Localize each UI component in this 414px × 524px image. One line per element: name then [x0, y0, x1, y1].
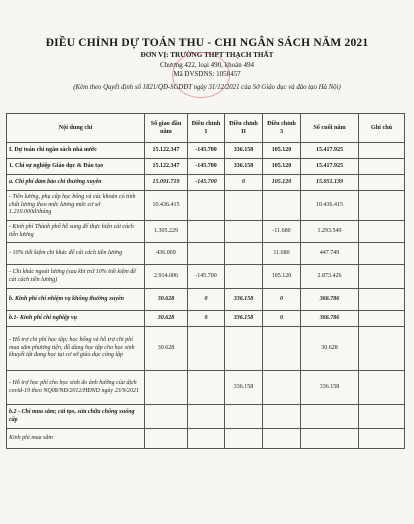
row-value: 105.120	[263, 175, 301, 191]
table-header-row	[7, 114, 405, 143]
row-value: 11.680	[263, 243, 301, 265]
chapter-line: Chương 422, loại 490, khoản 494	[159, 61, 255, 69]
row-description: Kinh phí mua sắm	[7, 429, 145, 449]
row-value	[188, 243, 225, 265]
row-value	[359, 175, 405, 191]
row-value: -11.680	[263, 221, 301, 243]
column-header: Điều chỉnh 3	[263, 114, 301, 143]
official-stamp	[172, 52, 230, 98]
column-header: Nội dung chi	[7, 114, 145, 143]
row-value	[145, 429, 188, 449]
row-value	[188, 371, 225, 405]
row-description: a. Chi phí đảm bảo chi thường xuyên	[7, 175, 145, 191]
row-value: 30.628	[145, 289, 188, 311]
row-value	[145, 371, 188, 405]
row-value: 436.069	[145, 243, 188, 265]
table-row	[7, 191, 405, 221]
row-value	[359, 191, 405, 221]
row-value: 30.628	[145, 327, 188, 371]
row-value: 15.122.347	[145, 159, 188, 175]
row-description: b.1- Kinh phí chi nghiệp vụ	[7, 311, 145, 327]
row-value: 30.628	[145, 311, 188, 327]
row-value: 105.120	[263, 143, 301, 159]
row-value	[301, 405, 359, 429]
budget-code: Mã ĐVSDNS: 1058457	[173, 70, 241, 78]
row-value	[359, 243, 405, 265]
row-value	[145, 405, 188, 429]
row-value	[225, 265, 263, 289]
row-value: -145.700	[188, 175, 225, 191]
document-title: ĐIỀU CHỈNH DỰ TOÁN THU - CHI NGÂN SÁCH NĂM 2021	[45, 37, 369, 49]
row-value	[188, 405, 225, 429]
row-value: -145.700	[188, 265, 225, 289]
row-description: b.2 - Chi mua sắm; cải tạo, sửa chữa chống xuống cấp	[7, 405, 145, 429]
row-description: 1. Chi sự nghiệp Giáo dục & Đào tạo	[7, 159, 145, 175]
row-value: 1.305.229	[145, 221, 188, 243]
row-value	[359, 311, 405, 327]
unit-name: ĐƠN VỊ: TRƯỜNG THPT THẠCH THẤT	[140, 51, 274, 59]
row-value: 15.122.347	[145, 143, 188, 159]
row-value	[225, 221, 263, 243]
row-description: - Hỗ trợ học phí cho học sinh do ảnh hưởng của dịch covid-19 theo NQ08/NĐ/2012/HĐND ngày 23/9/2021	[7, 371, 145, 405]
row-description: - Kinh phí Thành phố hỗ sung để thực hiện cải cách tiền lương	[7, 221, 145, 243]
table-row	[7, 289, 405, 311]
row-value: 30.628	[301, 327, 359, 371]
row-value	[359, 143, 405, 159]
row-value	[263, 429, 301, 449]
row-description: b. Kinh phí chi nhiệm vụ không thường xuyên	[7, 289, 145, 311]
row-value	[359, 429, 405, 449]
row-value: 10.436.415	[145, 191, 188, 221]
row-value	[359, 371, 405, 405]
row-value: 336.158	[301, 371, 359, 405]
row-value: 0	[188, 311, 225, 327]
row-value: 366.786	[301, 311, 359, 327]
row-description: - Chi khác ngoài lương (sau khi trừ 10% tiết kiệm để cải cách tiền lương)	[7, 265, 145, 289]
row-value	[225, 243, 263, 265]
row-value: 336.158	[225, 159, 263, 175]
row-value: 15.051.139	[301, 175, 359, 191]
row-value	[359, 221, 405, 243]
row-value: 2.914.006	[145, 265, 188, 289]
column-header: Số giao đầu năm	[145, 114, 188, 143]
row-value	[301, 429, 359, 449]
table-row	[7, 405, 405, 429]
row-value	[188, 221, 225, 243]
column-header: Ghi chú	[359, 114, 405, 143]
row-value	[263, 371, 301, 405]
row-description: I. Dự toán chi ngân sách nhà nước	[7, 143, 145, 159]
row-value	[225, 405, 263, 429]
row-value: 10.436.415	[301, 191, 359, 221]
table-row	[7, 265, 405, 289]
table-row	[7, 175, 405, 191]
row-value	[263, 191, 301, 221]
row-value	[188, 429, 225, 449]
row-value	[359, 327, 405, 371]
table-row	[7, 221, 405, 243]
row-value: 447.749	[301, 243, 359, 265]
row-value: 0	[188, 289, 225, 311]
row-value	[359, 265, 405, 289]
row-value	[188, 191, 225, 221]
row-value	[263, 327, 301, 371]
row-value: 366.786	[301, 289, 359, 311]
row-value: 15.417.925	[301, 143, 359, 159]
column-header: Điều chỉnh I	[188, 114, 225, 143]
row-value	[225, 429, 263, 449]
row-value: 105.120	[263, 265, 301, 289]
table-row	[7, 159, 405, 175]
row-description: - 10% tiết kiệm chi khác để cải cách tiền lương	[7, 243, 145, 265]
row-value: 105.120	[263, 159, 301, 175]
row-description: - Tiền lương, phụ cấp học bổng và các khoản có tính chất lương theo mức lương mức cơ sở 1.210.000đ/tháng	[7, 191, 145, 221]
table-row	[7, 327, 405, 371]
row-description: - Hỗ trợ chi phí học tập; học bổng và hỗ trợ chi phí mua sắm phương tiện, đồ dùng học tập cho học sinh khuyết tật đang học tại cơ sở giáo dục công lập	[7, 327, 145, 371]
table-row	[7, 429, 405, 449]
row-value: 15.417.925	[301, 159, 359, 175]
table-row	[7, 243, 405, 265]
row-value: 0	[225, 175, 263, 191]
row-value: 336.158	[225, 289, 263, 311]
row-value	[188, 327, 225, 371]
table-row	[7, 311, 405, 327]
row-value: -145.700	[188, 143, 225, 159]
row-value: -145.700	[188, 159, 225, 175]
row-value: 2.873.426	[301, 265, 359, 289]
column-header: Số cuối năm	[301, 114, 359, 143]
budget-table	[6, 113, 405, 449]
row-value: 0	[263, 311, 301, 327]
row-value: 0	[263, 289, 301, 311]
row-value	[225, 327, 263, 371]
row-value: 1.293.549	[301, 221, 359, 243]
table-row	[7, 371, 405, 405]
row-value: 15.091.719	[145, 175, 188, 191]
row-value	[359, 289, 405, 311]
row-value: 336.158	[225, 371, 263, 405]
column-header: Điều chỉnh II	[225, 114, 263, 143]
row-value: 336.158	[225, 143, 263, 159]
decision-note: (Kèm theo Quyết định số 1821/QĐ-SGDĐT ngày 31/12/2021 của Sở Giáo dục và đào tạo Hà Nội)	[73, 84, 341, 91]
table-row	[7, 143, 405, 159]
row-value	[359, 405, 405, 429]
row-value: 336.158	[225, 311, 263, 327]
row-value	[225, 191, 263, 221]
row-value	[263, 405, 301, 429]
row-value	[359, 159, 405, 175]
